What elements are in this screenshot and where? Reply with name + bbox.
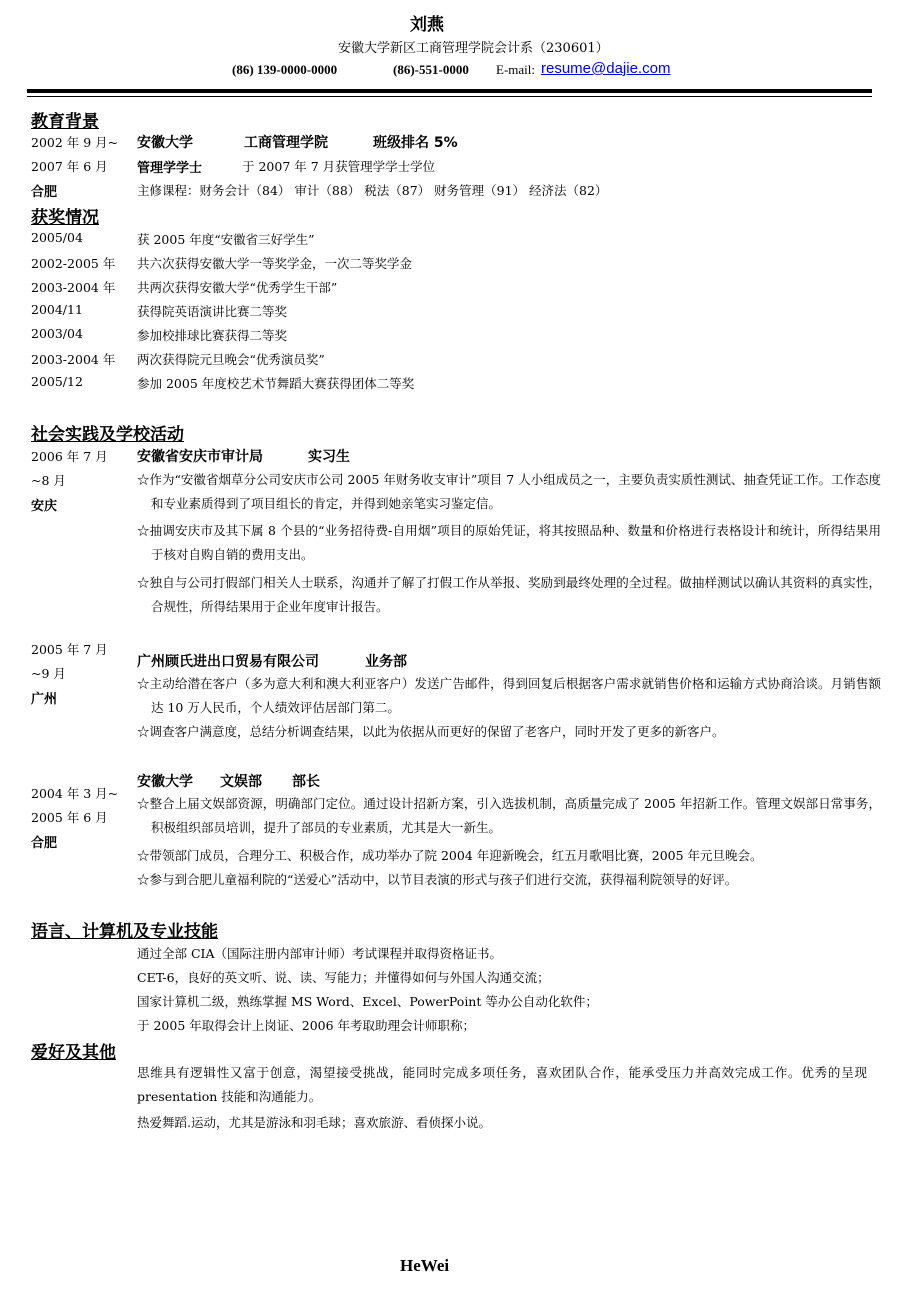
exp1-location: 安庆	[31, 499, 58, 514]
education-degree: 管理学学士	[137, 161, 203, 176]
awards-heading: 获奖情况	[31, 208, 99, 228]
award-date: 2005/12	[31, 374, 83, 389]
skill-item: 国家计算机二级，熟练掌握 MS Word、Excel、PowerPoint 等办公自动化软件；	[137, 994, 598, 1009]
exp3-bullet: ☆整合上届文娱部资源，明确部门定位。通过设计招新方案，引入选拔机制，高质量完成了 2005 年招新工作。管理文娱部日常事务，积极组织部员培训，提升了部员的专业素质，尤其是大一新生。	[137, 796, 881, 835]
exp2-org: 广州顾氏进出口贸易有限公司	[137, 654, 319, 670]
footer-text: HeWei	[400, 1256, 450, 1275]
hobby-item: 思维具有逻辑性又富于创意，渴望接受挑战，能同时完成多项任务，喜欢团队合作，能承受压力并高效完成工作。优秀的呈现 presentation 技能和沟通能力。	[137, 1065, 867, 1104]
education-courses: 主修课程：财务会计（84） 审计（88） 税法（87） 财务管理（91） 经济法（82）	[137, 183, 608, 198]
education-date-end: 2007 年 6 月	[31, 159, 108, 174]
exp2-bullet: ☆主动给潜在客户（多为意大利和澳大利亚客户）发送广告邮件，得到回复后根据客户需求就销售价格和运输方式协商洽谈。月销售额达 10 万人民币，个人绩效评估居部门第二。	[137, 676, 881, 715]
award-text: 获得院英语演讲比赛二等奖	[137, 304, 288, 319]
award-text: 参加 2005 年度校艺术节舞蹈大赛获得团体二等奖	[137, 376, 415, 391]
award-date: 2004/11	[31, 302, 83, 317]
skills-heading: 语言、计算机及专业技能	[31, 922, 218, 942]
award-text: 获 2005 年度“安徽省三好学生”	[137, 232, 315, 247]
exp3-bullet: ☆参与到合肥儿童福利院的“送爱心”活动中，以节目表演的形式与孩子们进行交流，获得福利院领导的好评。	[137, 872, 738, 887]
exp1-bullet: ☆独自与公司打假部门相关人士联系，沟通并了解了打假工作从举报、奖励到最终处理的全过程。做抽样测试以确认其资料的真实性，合规性，所得结果用于企业年度审计报告。	[137, 575, 881, 614]
exp3-bullet: ☆带领部门成员，合理分工、积极合作，成功举办了院 2004 年迎新晚会，红五月歌唱比赛，2005 年元旦晚会。	[137, 848, 763, 863]
exp3-date-end: 2005 年 6 月	[31, 810, 108, 825]
award-date: 2003/04	[31, 326, 83, 341]
exp2-bullet: ☆调查客户满意度，总结分析调查结果，以此为依据从而更好的保留了老客户，同时开发了更多的新客户。	[137, 724, 725, 739]
exp1-org: 安徽省安庆市审计局	[137, 449, 263, 465]
header-rule-thin	[27, 96, 872, 97]
education-location: 合肥	[31, 185, 58, 200]
education-degree-note: 于 2007 年 7 月获管理学学士学位	[242, 159, 436, 174]
header-rule-thick	[27, 89, 872, 93]
exp1-bullet: ☆抽调安庆市及其下属 8 个县的“业务招待费-自用烟”项目的原始凭证，将其按照品种、数量和价格进行表格设计和统计，所得结果用于核对自购自销的费用支出。	[137, 523, 881, 562]
address: 安徽大学新区工商管理学院会计系（230601）	[338, 41, 609, 56]
exp1-bullet: ☆作为“安徽省烟草分公司安庆市公司 2005 年财务收支审计”项目 7 人小组成员之一，主要负责实质性测试、抽查凭证工作。工作态度和专业素质得到了项目组长的肯定，并得到她亲笔实习鉴定信。	[137, 472, 881, 511]
phone-office: (86)-551-0000	[393, 62, 469, 77]
exp3-date-start: 2004 年 3 月~	[31, 786, 119, 801]
exp3-org: 安徽大学	[137, 774, 193, 790]
exp3-role: 部长	[292, 774, 320, 790]
exp3-location: 合肥	[31, 836, 58, 851]
skill-item: CET-6，良好的英文听、说、读、写能力；并懂得如何与外国人沟通交流；	[137, 970, 550, 985]
exp3-dept: 文娱部	[220, 774, 262, 790]
exp2-role: 业务部	[365, 654, 407, 670]
award-text: 共六次获得安徽大学一等奖学金，一次二等奖学金	[137, 256, 413, 271]
education-heading: 教育背景	[31, 112, 99, 132]
skill-item: 通过全部 CIA（国际注册内部审计师）考试课程并取得资格证书。	[137, 946, 503, 961]
hobby-item: 热爱舞蹈.运动，尤其是游泳和羽毛球；喜欢旅游、看侦探小说。	[137, 1115, 491, 1130]
exp1-role: 实习生	[308, 449, 350, 465]
award-text: 两次获得院元旦晚会“优秀演员奖”	[137, 352, 325, 367]
email-label: E-mail:	[496, 62, 535, 77]
award-text: 共两次获得安徽大学“优秀学生干部”	[137, 280, 338, 295]
award-date: 2005/04	[31, 230, 83, 245]
education-date-start: 2002 年 9 月~	[31, 135, 119, 150]
skill-item: 于 2005 年取得会计上岗证、2006 年考取助理会计师职称；	[137, 1018, 476, 1033]
education-school: 安徽大学	[137, 135, 193, 151]
award-text: 参加校排球比赛获得二等奖	[137, 328, 288, 343]
email-link[interactable]: resume@dajie.com	[541, 60, 671, 77]
education-rank: 班级排名 5%	[373, 135, 458, 151]
phone-mobile: (86) 139-0000-0000	[232, 62, 338, 77]
exp1-date-end: ~8 月	[31, 473, 66, 488]
exp2-date-start: 2005 年 7 月	[31, 642, 108, 657]
hobbies-heading: 爱好及其他	[31, 1043, 116, 1063]
award-date: 2003-2004 年	[31, 352, 116, 367]
exp1-date-start: 2006 年 7 月	[31, 449, 108, 464]
exp2-location: 广州	[31, 692, 58, 707]
award-date: 2003-2004 年	[31, 280, 116, 295]
exp2-date-end: ~9 月	[31, 666, 66, 681]
education-college: 工商管理学院	[244, 135, 328, 151]
candidate-name: 刘燕	[410, 15, 444, 35]
practice-heading: 社会实践及学校活动	[31, 425, 184, 445]
award-date: 2002-2005 年	[31, 256, 116, 271]
